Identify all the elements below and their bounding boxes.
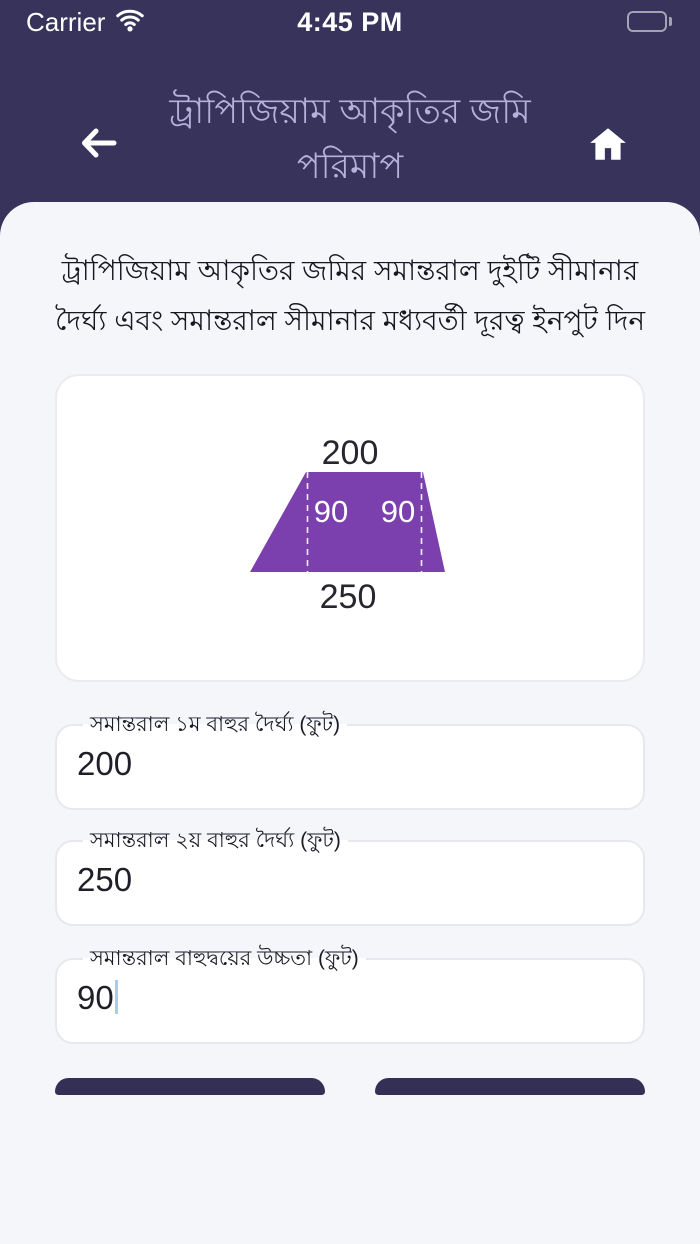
action-button-left[interactable] <box>55 1078 325 1095</box>
field-label-height: সমান্তরাল বাহুদ্বয়ের উচ্চতা (ফুট) <box>90 947 359 970</box>
text-caret <box>115 980 118 1014</box>
field-value-parallel-side-2[interactable]: 250 <box>77 861 133 898</box>
diagram-card <box>55 374 645 682</box>
clock: 4:45 PM <box>297 7 403 37</box>
battery-icon <box>627 11 672 32</box>
bottom-button-row <box>0 1078 700 1095</box>
home-icon <box>587 124 629 169</box>
trapezoid-diagram <box>245 432 455 620</box>
action-button-right[interactable] <box>375 1078 645 1095</box>
field-height[interactable] <box>55 946 645 1044</box>
page-title: ট্রাপিজিয়াম আকৃতির জমি পরিমাপ <box>169 92 531 186</box>
home-button[interactable] <box>584 122 632 170</box>
field-parallel-side-1[interactable] <box>55 712 645 810</box>
field-value-height[interactable]: 90 <box>77 972 623 1026</box>
instruction-text: ট্রাপিজিয়াম আকৃতির জমির সমান্তরাল দুইটি সীমানার দৈর্ঘ্য এবং সমান্তরাল সীমানার মধ্যবর্তী দূরত্ব ইনপুট দিন <box>54 255 646 336</box>
height-label-left: 90 <box>313 494 349 529</box>
app-header <box>0 44 700 202</box>
carrier-label: Carrier <box>26 6 106 37</box>
status-bar <box>0 0 700 44</box>
back-arrow-icon <box>76 121 120 168</box>
bottom-side-label: 250 <box>319 578 377 616</box>
field-label-parallel-side-1: সমান্তরাল ১ম বাহুর দৈর্ঘ্য (ফুট) <box>90 713 341 736</box>
field-parallel-side-2[interactable] <box>55 828 645 926</box>
content-sheet <box>0 202 700 1244</box>
field-value-parallel-side-1[interactable]: 200 <box>77 745 133 782</box>
height-label-right: 90 <box>380 494 416 529</box>
field-label-parallel-side-2: সমান্তরাল ২য় বাহুর দৈর্ঘ্য (ফুট) <box>90 829 341 852</box>
top-side-label: 200 <box>321 434 379 472</box>
